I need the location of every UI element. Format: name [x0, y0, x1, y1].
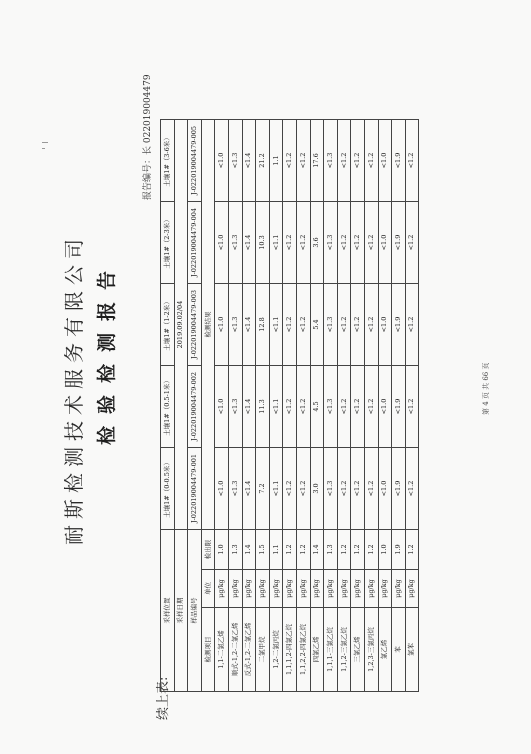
table-row	[215, 120, 229, 692]
item-cell: 1,1,2,2-四氯乙烷	[296, 608, 310, 692]
value-cell: 10.3	[256, 202, 270, 284]
table-row	[242, 120, 256, 692]
value-cell: <1.0	[215, 202, 229, 284]
value-cell: <1.3	[324, 366, 338, 448]
value-cell: <1.3	[324, 202, 338, 284]
results-table	[160, 119, 419, 692]
value-cell: <1.2	[337, 120, 351, 202]
value-cell: <1.0	[378, 120, 392, 202]
value-cell: <1.2	[337, 366, 351, 448]
unit-cell: μg/kg	[405, 570, 419, 608]
row-sampling-location	[161, 120, 175, 692]
value-cell: <1.2	[337, 448, 351, 530]
sample-id-cell: J-022019004479-005	[188, 120, 202, 202]
limit-cell: 1.3	[228, 530, 242, 570]
value-cell: <1.1	[269, 284, 283, 366]
value-cell: <1.2	[283, 202, 297, 284]
value-cell: <1.4	[242, 120, 256, 202]
sample-id-cell: J-022019004479-003	[188, 284, 202, 366]
value-cell: <1.1	[269, 202, 283, 284]
limit-cell: 1.1	[269, 530, 283, 570]
limit-cell: 1.5	[256, 530, 270, 570]
value-cell: <1.2	[296, 284, 310, 366]
item-cell: 顺式-1,2-二氯乙烯	[228, 608, 242, 692]
item-cell: 1,1,1,2-四氯乙烷	[283, 608, 297, 692]
value-cell: <1.0	[378, 448, 392, 530]
value-cell: <1.0	[378, 284, 392, 366]
limit-cell: 1.2	[405, 530, 419, 570]
value-cell: <1.2	[351, 284, 365, 366]
value-cell: 21.2	[256, 120, 270, 202]
value-cell: <1.2	[283, 120, 297, 202]
report-title: 检验检测报告	[96, 258, 118, 445]
table-row	[364, 120, 378, 692]
label-sample-id: 样品编号	[188, 530, 202, 692]
table-row	[337, 120, 351, 692]
limit-cell: 1.2	[337, 530, 351, 570]
item-cell: 反式-1,2-二氯乙烯	[242, 608, 256, 692]
item-cell: 四氯乙烯	[310, 608, 324, 692]
value-cell: <1.2	[364, 120, 378, 202]
row-sample-id	[188, 120, 202, 692]
value-cell: <1.3	[228, 120, 242, 202]
row-sampling-date	[174, 120, 188, 692]
value-cell: <1.9	[392, 120, 406, 202]
table-row	[392, 120, 406, 692]
value-cell: 3.6	[310, 202, 324, 284]
item-cell: 1,1,1-三氯乙烷	[324, 608, 338, 692]
label-sampling-location: 采样位置	[161, 530, 175, 692]
value-cell: <1.2	[405, 202, 419, 284]
sample-id-cell: J-022019004479-004	[188, 202, 202, 284]
value-cell: <1.2	[364, 366, 378, 448]
value-cell: 5.4	[310, 284, 324, 366]
page-footer: 第 4 页 共 66 页	[482, 362, 490, 415]
item-cell: 二氯甲烷	[256, 608, 270, 692]
value-cell: <1.9	[392, 202, 406, 284]
value-cell: <1.0	[378, 366, 392, 448]
row-header	[201, 120, 215, 692]
header-unit: 单位	[201, 570, 215, 608]
value-cell: <1.4	[242, 284, 256, 366]
limit-cell: 1.2	[351, 530, 365, 570]
value-cell: <1.2	[296, 120, 310, 202]
unit-cell: μg/kg	[228, 570, 242, 608]
unit-cell: μg/kg	[242, 570, 256, 608]
unit-cell: μg/kg	[324, 570, 338, 608]
value-cell: <1.2	[351, 120, 365, 202]
value-cell: <1.3	[228, 202, 242, 284]
table-row	[283, 120, 297, 692]
value-cell: <1.3	[324, 448, 338, 530]
value-cell: <1.3	[228, 448, 242, 530]
value-cell: <1.9	[392, 366, 406, 448]
limit-cell: 1.2	[283, 530, 297, 570]
value-cell: <1.9	[392, 284, 406, 366]
table-row	[378, 120, 392, 692]
location-cell: 土壤1#（0.5-1米）	[161, 366, 175, 448]
item-cell: 1,1,2-三氯乙烷	[337, 608, 351, 692]
unit-cell: μg/kg	[310, 570, 324, 608]
value-cell: <1.3	[228, 366, 242, 448]
value-cell: <1.3	[324, 284, 338, 366]
value-cell: <1.4	[242, 202, 256, 284]
unit-cell: μg/kg	[337, 570, 351, 608]
item-cell: 1,2,3-三氯丙烷	[364, 608, 378, 692]
value-cell: 17.6	[310, 120, 324, 202]
limit-cell: 1.2	[296, 530, 310, 570]
header-item: 检测项目	[201, 608, 215, 692]
limit-cell: 1.9	[392, 530, 406, 570]
rotated-report	[30, 40, 500, 720]
value-cell: 11.3	[256, 366, 270, 448]
table-row	[324, 120, 338, 692]
value-cell: <1.2	[283, 366, 297, 448]
value-cell: <1.1	[269, 448, 283, 530]
sample-id-cell: J-022019004479-001	[188, 448, 202, 530]
item-cell: 1,2-二氯丙烷	[269, 608, 283, 692]
limit-cell: 1.0	[215, 530, 229, 570]
item-cell: 苯	[392, 608, 406, 692]
table-row	[310, 120, 324, 692]
value-cell: <1.2	[296, 366, 310, 448]
table-row	[269, 120, 283, 692]
location-cell: 土壤1#（3-6米）	[161, 120, 175, 202]
limit-cell: 1.4	[242, 530, 256, 570]
value-cell: <1.2	[405, 366, 419, 448]
value-cell: <1.2	[296, 202, 310, 284]
unit-cell: μg/kg	[296, 570, 310, 608]
value-cell: <1.3	[228, 284, 242, 366]
value-cell: <1.2	[405, 448, 419, 530]
unit-cell: μg/kg	[256, 570, 270, 608]
limit-cell: 1.3	[324, 530, 338, 570]
location-cell: 土壤1#（1-2米）	[161, 284, 175, 366]
value-cell: <1.0	[215, 366, 229, 448]
value-cell: <1.0	[215, 120, 229, 202]
table-row	[228, 120, 242, 692]
unit-cell: μg/kg	[269, 570, 283, 608]
value-cell: <1.2	[296, 448, 310, 530]
item-cell: 氯苯	[405, 608, 419, 692]
value-cell: <1.2	[337, 284, 351, 366]
company-name: 耐斯检测技术服务有限公司	[62, 233, 86, 545]
location-cell: 土壤1#（2-3米）	[161, 202, 175, 284]
table-row	[296, 120, 310, 692]
header-results: 检测结果	[201, 120, 215, 530]
value-cell: <1.2	[364, 284, 378, 366]
value-cell: 3.0	[310, 448, 324, 530]
header-limit: 检出限	[201, 530, 215, 570]
value-cell: <1.0	[378, 202, 392, 284]
item-cell: 三氯乙烯	[351, 608, 365, 692]
value-cell: <1.2	[351, 366, 365, 448]
value-cell: <1.2	[351, 448, 365, 530]
sampling-date: 2019.09.02/04	[174, 120, 188, 530]
item-cell: 氯乙烯	[378, 608, 392, 692]
value-cell: 12.8	[256, 284, 270, 366]
value-cell: <1.2	[337, 202, 351, 284]
unit-cell: μg/kg	[378, 570, 392, 608]
value-cell: <1.0	[215, 284, 229, 366]
report-number: 报告编号：长 022019004479	[143, 74, 153, 200]
label-sampling-date: 采样日期	[174, 530, 188, 692]
table-row	[256, 120, 270, 692]
value-cell: <1.0	[215, 448, 229, 530]
limit-cell: 1.2	[364, 530, 378, 570]
limit-cell: 1.0	[378, 530, 392, 570]
value-cell: <1.4	[242, 366, 256, 448]
limit-cell: 1.4	[310, 530, 324, 570]
unit-cell: μg/kg	[215, 570, 229, 608]
location-cell: 土壤1#（0-0.5米）	[161, 448, 175, 530]
table-row	[405, 120, 419, 692]
value-cell: <1.2	[364, 448, 378, 530]
sample-id-cell: J-022019004479-002	[188, 366, 202, 448]
value-cell: <1.2	[405, 120, 419, 202]
unit-cell: μg/kg	[283, 570, 297, 608]
value-cell: 1.1	[269, 120, 283, 202]
continued-label: 续上表:	[156, 676, 171, 720]
unit-cell: μg/kg	[392, 570, 406, 608]
value-cell: <1.2	[283, 448, 297, 530]
value-cell: <1.2	[364, 202, 378, 284]
value-cell: <1.4	[242, 448, 256, 530]
value-cell: 4.5	[310, 366, 324, 448]
value-cell: <1.1	[269, 366, 283, 448]
value-cell: 7.2	[256, 448, 270, 530]
value-cell: <1.2	[405, 284, 419, 366]
unit-cell: μg/kg	[351, 570, 365, 608]
value-cell: <1.9	[392, 448, 406, 530]
table-row	[351, 120, 365, 692]
item-cell: 1,1-二氯乙烯	[215, 608, 229, 692]
value-cell: <1.3	[324, 120, 338, 202]
value-cell: <1.2	[283, 284, 297, 366]
unit-cell: μg/kg	[364, 570, 378, 608]
value-cell: <1.2	[351, 202, 365, 284]
